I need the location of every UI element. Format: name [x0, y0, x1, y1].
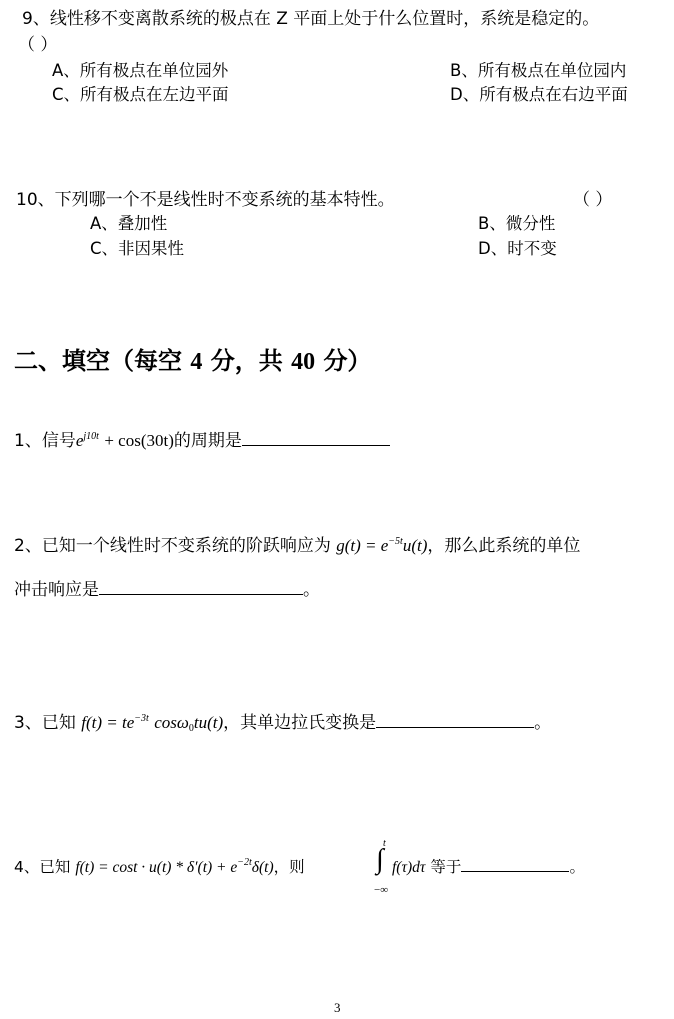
fill-4-suffix: 等于: [430, 858, 462, 876]
fill-4-integral-lower: −∞: [374, 884, 389, 896]
section-2-heading: [14, 346, 371, 377]
fill-1-suffix: 的周期是: [173, 431, 242, 451]
q10-option-b: B、微分性: [478, 214, 556, 233]
fill-1: [14, 430, 390, 452]
section-2-score-total: 40: [291, 349, 316, 375]
fill-1-prefix: 1、信号: [14, 431, 76, 451]
fill-4-mid: ，则: [273, 858, 305, 876]
page-number: 3: [334, 1000, 341, 1015]
section-2-title-mid: 分，共: [210, 347, 283, 375]
fill-2-line-2: [14, 579, 320, 601]
fill-4-prefix: 4、已知: [14, 858, 71, 876]
fill-4-tail: [392, 856, 585, 879]
fill-4-integrand: f(τ)dτ: [392, 859, 426, 876]
fill-2-prefix: 2、已知一个线性时不变系统的阶跃响应为: [14, 536, 331, 556]
q10-stem: 10、下列哪一个不是线性时不变系统的基本特性。: [16, 190, 395, 210]
q10-answer-paren: （ ）: [573, 190, 613, 210]
fill-1-e: e: [75, 431, 84, 450]
fill-2-math: g(t) = e: [336, 536, 389, 555]
fill-3-math-2: cosω: [154, 713, 189, 732]
fill-4-answer-blank[interactable]: [461, 857, 569, 872]
fill-2-suffix: ，那么此系统的单位: [427, 536, 581, 556]
q9-option-b: B、所有极点在单位园内: [450, 61, 627, 80]
fill-2-math-2: u(t): [402, 536, 428, 555]
fill-2: [14, 535, 580, 557]
fill-4-math-2: δ(t): [251, 859, 274, 876]
fill-2-answer-blank[interactable]: [99, 580, 303, 595]
fill-1-argument: (30t): [140, 431, 174, 450]
fill-4-exponent: −2t: [237, 857, 252, 868]
section-2-title-prefix: 二、填空（每空: [14, 347, 182, 375]
q9-answer-paren: （ ）: [18, 35, 58, 55]
fill-3-suffix: ，其单边拉氏变换是: [223, 713, 377, 733]
fill-4-end: 。: [569, 858, 585, 876]
fill-4-math: f(t) = cost · u(t) * δ′(t) + e: [75, 859, 238, 876]
fill-3-exponent: −3t: [134, 713, 149, 724]
fill-3-math-3: tu(t): [193, 713, 224, 732]
q9-option-c: C、所有极点在左边平面: [52, 85, 229, 104]
fill-3-subscript: 0: [188, 723, 194, 734]
fill-3-answer-blank[interactable]: [376, 713, 534, 728]
fill-1-cos: + cos: [104, 431, 141, 450]
fill-3-end: 。: [534, 713, 552, 733]
q10-option-d: D、时不变: [478, 239, 557, 258]
q10-option-c: C、非因果性: [90, 239, 185, 258]
fill-4-integral-upper: t: [383, 838, 386, 849]
section-2-title-suffix: 分）: [323, 347, 372, 375]
q10-option-a: A、叠加性: [90, 214, 168, 233]
q9-stem: 9、线性移不变离散系统的极点在 Z 平面上处于什么位置时，系统是稳定的。: [22, 9, 600, 29]
fill-4-integral-sign: ∫: [376, 844, 384, 875]
fill-3: [14, 712, 551, 734]
fill-2-exponent: −5t: [388, 536, 403, 547]
q9-option-d: D、所有极点在右边平面: [450, 85, 628, 104]
fill-2-end: 。: [303, 580, 320, 600]
fill-1-exponent: j10t: [83, 431, 99, 442]
fill-3-prefix: 3、已知: [14, 713, 76, 733]
section-2-score-each: 4: [190, 349, 203, 375]
fill-1-answer-blank[interactable]: [242, 431, 390, 446]
fill-4: [14, 856, 305, 879]
fill-2-line-2-text: 冲击响应是: [14, 580, 99, 600]
q9-option-a: A、所有极点在单位园外: [52, 61, 229, 80]
fill-3-math: f(t) = te: [81, 713, 135, 732]
